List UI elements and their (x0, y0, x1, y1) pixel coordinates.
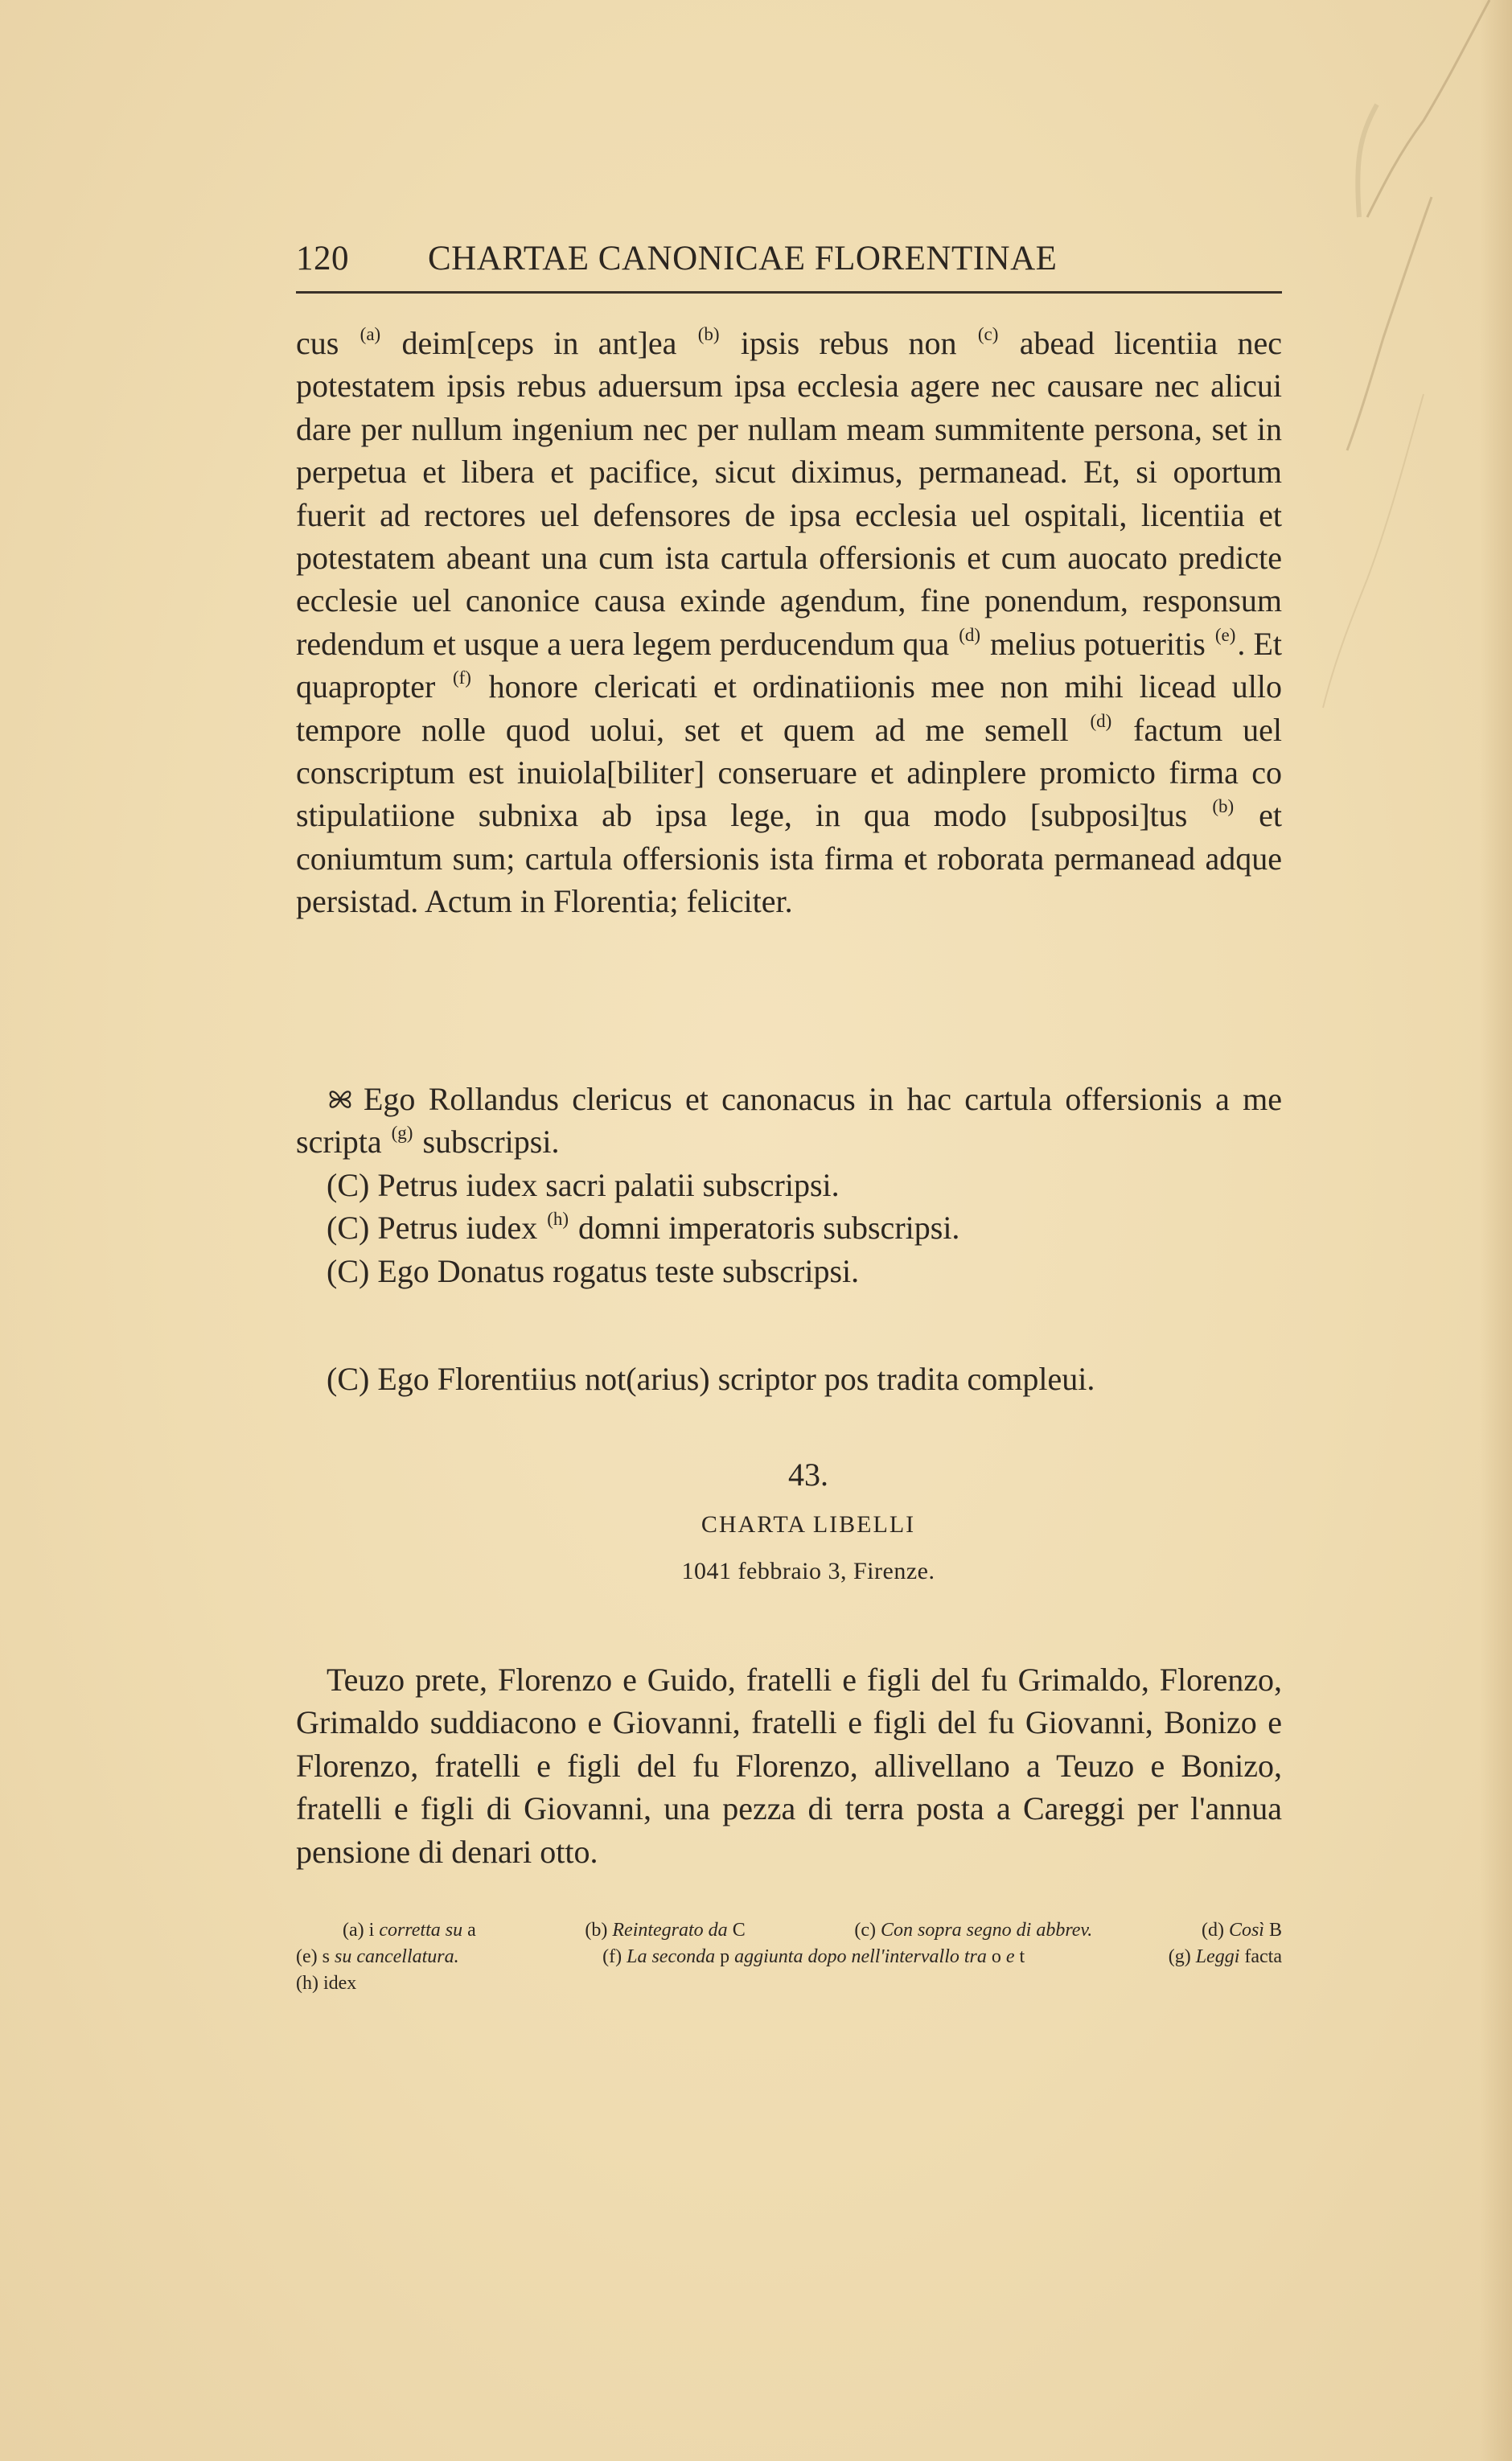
running-title: CHARTAE CANONICAE FLORENTINAE (428, 240, 1058, 277)
text-run: subscripsi. (414, 1124, 560, 1161)
footnote-label: (e) (296, 1946, 323, 1967)
subscription-line (296, 1078, 1282, 1164)
footnote-text: facta (1239, 1946, 1282, 1967)
footnote-label: (d) (1201, 1920, 1229, 1941)
footnote-text: s (322, 1946, 335, 1967)
footnote-text: C (727, 1920, 746, 1941)
footnote-label: (g) (1168, 1946, 1196, 1967)
footnote-label: (h) (296, 1973, 323, 1994)
footnote-italic-text: La seconda (627, 1946, 716, 1967)
text-run: deim[ceps in ant]ea (382, 325, 696, 361)
footnote-item (854, 1917, 1092, 1944)
footnote-marker[interactable]: (d) (1090, 710, 1112, 731)
footnote-item (585, 1917, 745, 1944)
text-run: honore clericati et ordinatiionis mee non mihi licead ullo tempore nolle quod uolui, set et quem ad me semell (296, 668, 1282, 748)
footnote-label: (a) (343, 1920, 369, 1941)
text-run: abead licentiia nec potestatem ipsis rebus aduersum ipsa ecclesia agere nec causare nec alicui dare per nullum ingenium nec per nullam meam summitente persona, set in perpetua et libera et pacifice, sicut diximus, permanead. Et, si oportum fuerit ad rectores uel defensores de ipsa ecclesia uel ospitali, licentiia et potestatem abeant una cum ista cartula offersionis et cum auocato predicte ecclesie uel canonice causa exinde agendum, fine ponendum, responsum redendum et usque a uera legem perducendum qua (296, 325, 1282, 662)
footnote-text: idex (323, 1973, 357, 1994)
text-run: Ego Donatus rogatus teste subscripsi. (369, 1252, 860, 1289)
footnote-italic-text: su cancellatura. (334, 1946, 459, 1967)
footnote-marker[interactable]: (b) (697, 324, 720, 344)
footnote-text: p (715, 1946, 735, 1967)
footnote-marker[interactable]: (b) (1212, 796, 1235, 817)
footnote-italic-text: corretta su (379, 1920, 463, 1941)
text-run: melius potueritis (982, 625, 1214, 662)
footnote-row (296, 1944, 1282, 1970)
footnote-item (1169, 1944, 1282, 1970)
footnote-italic-text: e (1005, 1946, 1015, 1967)
footnote-text: i (368, 1920, 380, 1941)
footnote-text: B (1263, 1920, 1282, 1941)
subscription-line (296, 1164, 1282, 1206)
document-number: 43. (788, 1456, 828, 1493)
footnote-text: o (986, 1946, 1006, 1967)
notary-completion: (C) Ego Florentiius not(arius) scriptor pos tradita compleui. (327, 1361, 1095, 1397)
signum-marker: (C) (327, 1166, 370, 1203)
footnote-label: (b) (585, 1920, 613, 1941)
footnote-italic-text: aggiunta dopo nell'intervallo tra (734, 1946, 987, 1967)
footnote-item (602, 1944, 1025, 1970)
footnote-item (343, 1917, 476, 1944)
document-date: 1041 febbraio 3, Firenze. (681, 1558, 935, 1584)
footnote-row (296, 1970, 1282, 1997)
footnote-marker[interactable]: (c) (977, 324, 999, 344)
signum-marker: (C) (327, 1252, 370, 1289)
page-number: 120 (296, 240, 349, 277)
footnote-marker[interactable]: (e) (1214, 624, 1236, 645)
footnotes (296, 1917, 1282, 1997)
signum-marker: (C) (327, 1210, 370, 1247)
charter-body-text (296, 322, 1282, 923)
document-regest: Teuzo prete, Florenzo e Guido, fratelli e figli del fu Grimaldo, Florenzo, Grimaldo suddiacono e Giovanni, fratelli e figli del fu Giovanni, Bonizo e Florenzo, fratelli e figli del fu Florenzo, allivellano a Teuzo e Bonizo, fratelli e figli di Giovanni, una pezza di terra posta a Careggi per l'annua pensione di denari otto. (296, 1662, 1282, 1870)
text-run: ipsis rebus non (721, 325, 976, 361)
text-run: factum uel conscriptum est inuiola[biliter] conseruare et adinplere promicto firma co stipulatiione subnixa ab ipsa lege, in qua modo [subposi]tus (296, 711, 1282, 834)
footnote-marker[interactable]: (f) (452, 668, 471, 688)
header-rule (296, 291, 1282, 294)
footnote-italic-text: Così (1228, 1920, 1264, 1941)
text-run: et coniumtum sum; cartula offersionis ista firma et roborata permanead adque persistad. Actum in Florentia; feliciter. (296, 797, 1282, 920)
footnote-text: t (1014, 1946, 1025, 1967)
footnote-marker[interactable]: (d) (959, 624, 981, 645)
text-run: cus (296, 325, 359, 361)
text-run: domni imperatoris subscripsi. (570, 1210, 960, 1247)
footnote-marker[interactable]: (a) (360, 324, 381, 344)
text-run: Ego Rollandus clericus et canonacus in hac cartula offersionis a me scripta (296, 1081, 1282, 1161)
running-header (296, 235, 1282, 283)
footnote-label: (c) (854, 1920, 881, 1941)
cross-icon (327, 1086, 354, 1113)
footnote-italic-text: Leggi (1195, 1946, 1240, 1967)
footnote-item (296, 1944, 459, 1970)
document-title: CHARTA LIBELLI (701, 1511, 916, 1538)
text-run: Petrus iudex sacri palatii subscripsi. (369, 1166, 840, 1203)
subscriptions-list (296, 1078, 1282, 1292)
footnote-row (296, 1917, 1282, 1944)
subscription-line (296, 1206, 1282, 1249)
text-run: . Et quapropter (296, 625, 1282, 705)
footnote-text: a (462, 1920, 476, 1941)
page-edge-shadow (1480, 0, 1512, 2461)
footnote-marker[interactable]: (g) (391, 1123, 413, 1144)
footnote-italic-text: Con sopra segno di abbrev. (880, 1920, 1093, 1941)
footnote-marker[interactable]: (h) (547, 1209, 569, 1230)
text-run: Petrus iudex (369, 1210, 546, 1247)
footnote-item (1202, 1917, 1282, 1944)
footnote-italic-text: Reintegrato da (612, 1920, 728, 1941)
charter-paragraph (296, 322, 1282, 923)
subscription-line (296, 1250, 1282, 1292)
footnote-label: (f) (602, 1946, 627, 1967)
footnote-item (296, 1970, 356, 1997)
